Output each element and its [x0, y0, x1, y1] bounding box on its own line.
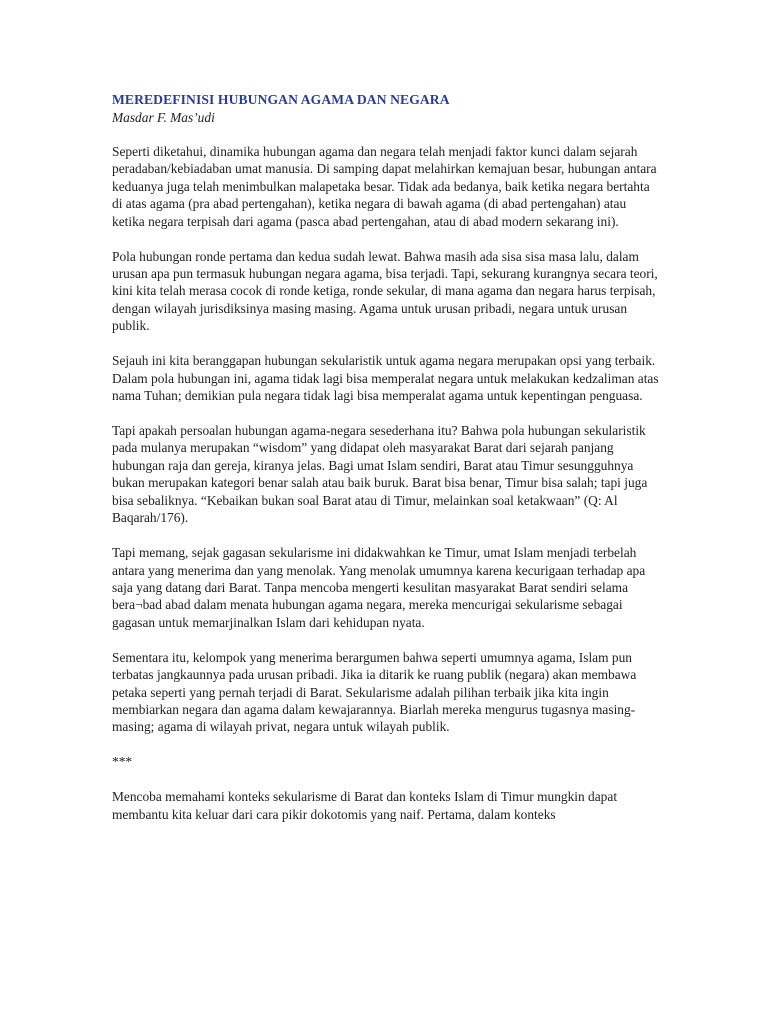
paragraph-4: Tapi apakah persoalan hubungan agama-negara sesederhana itu? Bahwa pola hubungan sekularistik pada mulanya merupakan “wisdom” yang didapat oleh masyarakat Barat dari sejarah panjang hubungan raja dan gereja, kiranya jelas. Bagi umat Islam sendiri, Barat atau Timur sesungguhnya bukan merupakan kategori benar salah atau baik buruk. Barat bisa benar, Timur bisa salah; tapi juga bisa sebaliknya. “Kebaikan bukan soal Barat atau di Timur, melainkan soal ketakwaan” (Q: Al Baqarah/176). — [112, 423, 648, 526]
paragraph-5: Tapi memang, sejak gagasan sekularisme ini didakwahkan ke Timur, umat Islam menjadi terbelah antara yang menerima dan yang menolak. Yang menolak umumnya karena kecurigaan terhadap apa saja yang datang dari Barat. Tanpa mencoba mengerti kesulitan masyarakat Barat sendiri selama bera¬bad abad dalam menata hubungan agama negara, mereka mencurigai sekularisme sebagai gagasan untuk memarjinalkan Islam dari kehidupan nyata. — [112, 545, 646, 630]
paragraph-7: Mencoba memahami konteks sekularisme di Barat dan konteks Islam di Timur mungkin dapat membantu kita keluar dari cara pikir dokotomis yang naif. Pertama, dalam konteks — [112, 789, 618, 822]
section-separator: *** — [112, 754, 133, 770]
paragraph-6: Sementara itu, kelompok yang menerima berargumen bahwa seperti umumnya agama, Islam pun terbatas jangkaunnya pada urusan pribadi. Jika ia ditarik ke ruang publik (negara) akan membawa petaka seperti yang pernah terjadi di Barat. Sekularisme adalah pilihan terbaik jika kita ingin membiarkan negara dan agama dalam kewajarannya. Biarlah mereka mengurus tugasnya masing-masing; agama di wilayah privat, negara untuk wilayah publik. — [112, 649, 637, 735]
document-body — [112, 91, 660, 841]
paragraph-2: Pola hubungan ronde pertama dan kedua sudah lewat. Bahwa masih ada sisa sisa masa lalu, dalam urusan apa pun termasuk hubungan negara agama, bisa terjadi. Tapi, sekurang kurangnya secara teori, kini kita telah merasa cocok di ronde ketiga, ronde sekular, di mana agama dan negara harus terpisah, dengan wilayah jurisdiksinya masing masing. Agama untuk urusan pribadi, negara untuk urusan publik. — [112, 248, 658, 334]
document-author: Masdar F. Mas’udi — [112, 110, 215, 125]
paragraph-3: Sejauh ini kita beranggapan hubungan sekularistik untuk agama negara merupakan opsi yang terbaik. Dalam pola hubungan ini, agama tidak lagi bisa memperalat negara untuk melakukan kedzaliman atas nama Tuhan; demikian pula negara tidak lagi bisa memperalat agama untuk kepentingan penguasa. — [112, 353, 659, 404]
document-title: MEREDEFINISI HUBUNGAN AGAMA DAN NEGARA — [112, 92, 450, 107]
paragraph-1: Seperti diketahui, dinamika hubungan agama dan negara telah menjadi faktor kunci dalam sejarah peradaban/kebiadaban umat manusia. Di samping dapat melahirkan kemajuan besar, hubungan antara keduanya juga telah menimbulkan malapetaka besar. Tidak ada bedanya, baik ketika negara bertahta di atas agama (pra abad pertengahan), ketika negara di bawah agama (di abad pertengahan) atau ketika negara terpisah dari agama (pasca abad pertengahan, atau di abad modern sekarang ini). — [112, 144, 657, 229]
